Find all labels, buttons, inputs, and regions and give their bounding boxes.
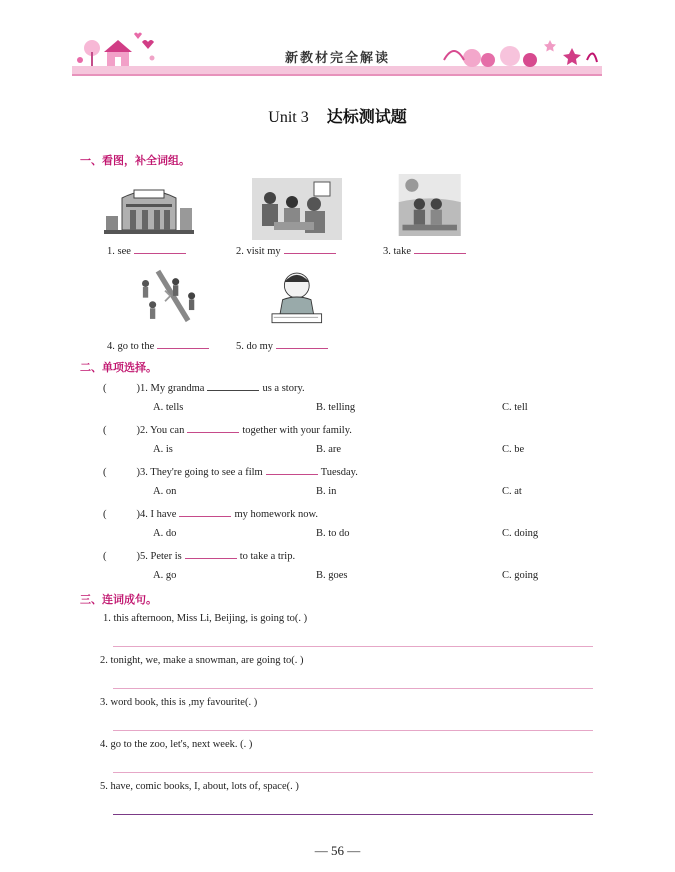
answer-line[interactable] xyxy=(113,730,593,731)
picture-item-2: 2. visit my xyxy=(236,244,339,257)
page-number: — 56 — xyxy=(314,843,361,858)
header-title: 新教材完全解读 xyxy=(284,51,390,66)
answer-blank[interactable] xyxy=(207,381,259,391)
option-b[interactable]: B. in xyxy=(316,486,337,497)
answer-blank[interactable] xyxy=(179,507,231,517)
picture-item-5: 5. do my xyxy=(236,339,331,352)
question-4: ( )4. I have my homework now. xyxy=(103,509,319,520)
option-b[interactable]: B. telling xyxy=(316,402,356,413)
park-icon xyxy=(128,264,218,326)
answer-blank[interactable] xyxy=(284,244,336,254)
question-5: ( )5. Peter is to take a trip. xyxy=(103,551,296,562)
question-1: ( )1. My grandma us a story. xyxy=(103,383,305,394)
section2-title: 二、单项选择。 xyxy=(80,361,157,374)
unit-label: Unit 3 xyxy=(268,109,309,126)
answer-blank[interactable] xyxy=(157,339,209,349)
answer-line[interactable] xyxy=(113,646,593,647)
option-a[interactable]: A. is xyxy=(153,444,173,455)
sentence-prompt-1: 1. this afternoon, Miss Li, Beijing, is going to(. ) xyxy=(103,613,308,624)
option-a[interactable]: A. do xyxy=(153,528,177,539)
section1-title: 一、看图，补全词组。 xyxy=(80,154,190,167)
option-c[interactable]: C. be xyxy=(502,444,525,455)
section3-title: 三、连词成句。 xyxy=(80,593,157,606)
picture-item-3: 3. take xyxy=(383,244,469,257)
answer-blank[interactable] xyxy=(276,339,328,349)
family-visit-icon xyxy=(252,178,342,240)
sentence-prompt-5: 5. have, comic books, I, about, lots of, space(. ) xyxy=(100,781,299,792)
sentence-prompt-4: 4. go to the zoo, let's, next week. (. ) xyxy=(100,739,253,750)
question-2: ( )2. You can together with your family. xyxy=(103,425,352,436)
answer-blank[interactable] xyxy=(187,423,239,433)
sentence-prompt-2: 2. tonight, we, make a snowman, are going to(. ) xyxy=(100,655,304,666)
option-a[interactable]: A. tells xyxy=(153,402,184,413)
option-a[interactable]: A. on xyxy=(153,486,177,497)
test-title: 达标测试题 xyxy=(326,107,407,126)
option-b[interactable]: B. to do xyxy=(316,528,350,539)
option-c[interactable]: C. tell xyxy=(502,402,528,413)
answer-line[interactable] xyxy=(113,772,593,773)
answer-line[interactable] xyxy=(113,688,593,689)
museum-icon xyxy=(104,178,194,240)
sentence-prompt-3: 3. word book, this is ,my favourite(. ) xyxy=(100,697,258,708)
boy-homework-icon xyxy=(258,266,348,328)
question-3: ( )3. They're going to see a film Tuesday. xyxy=(103,467,358,478)
kids-photo-icon xyxy=(396,174,486,236)
option-c[interactable]: C. doing xyxy=(502,528,539,539)
answer-blank[interactable] xyxy=(266,465,318,475)
answer-blank[interactable] xyxy=(185,549,237,559)
option-c[interactable]: C. going xyxy=(502,570,539,581)
option-b[interactable]: B. are xyxy=(316,444,342,455)
picture-item-1: 1. see xyxy=(107,244,189,257)
option-c[interactable]: C. at xyxy=(502,486,522,497)
page-title xyxy=(0,104,675,127)
answer-blank[interactable] xyxy=(134,244,186,254)
option-a[interactable]: A. go xyxy=(153,570,177,581)
answer-blank[interactable] xyxy=(414,244,466,254)
picture-item-4: 4. go to the xyxy=(107,339,212,352)
answer-line[interactable] xyxy=(113,814,593,815)
option-b[interactable]: B. goes xyxy=(316,570,348,581)
